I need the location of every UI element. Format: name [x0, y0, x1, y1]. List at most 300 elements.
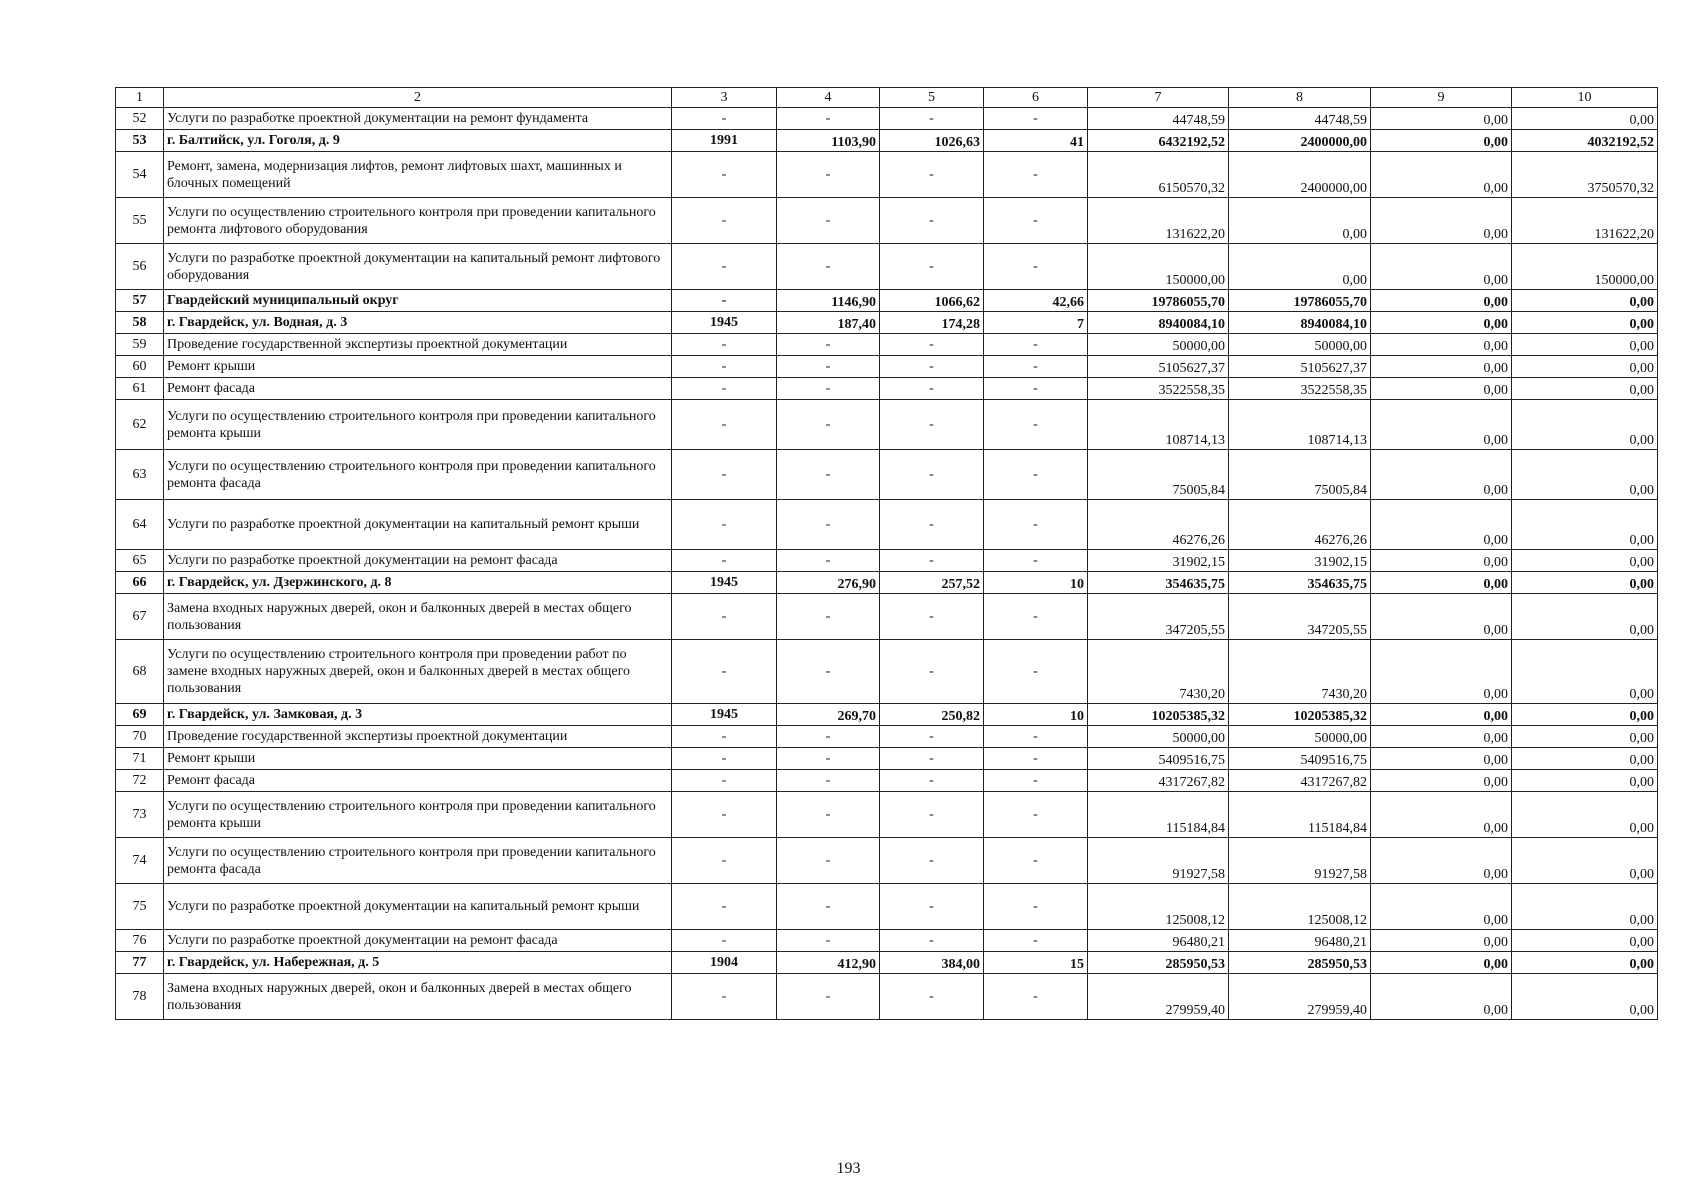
cell-col-4: -	[777, 884, 880, 930]
cell-col-8: 46276,26	[1229, 500, 1371, 550]
cell-col-10: 0,00	[1512, 378, 1658, 400]
cell-col-3: -	[672, 594, 777, 640]
table-row	[116, 974, 1658, 1020]
cell-col-7: 75005,84	[1088, 450, 1229, 500]
row-number: 60	[116, 356, 164, 378]
cell-col-5: -	[880, 884, 984, 930]
work-name: Услуги по осуществлению строительного контроля при проведении капитального ремонта фасада	[164, 838, 672, 884]
cell-col-9: 0,00	[1371, 312, 1512, 334]
cell-col-3: -	[672, 792, 777, 838]
cell-col-3: -	[672, 884, 777, 930]
work-name: Услуги по разработке проектной документации на капитальный ремонт лифтового оборудования	[164, 244, 672, 290]
cell-col-8: 115184,84	[1229, 792, 1371, 838]
cell-col-5: -	[880, 356, 984, 378]
cell-col-9: 0,00	[1371, 952, 1512, 974]
row-number: 66	[116, 572, 164, 594]
cell-col-8: 5105627,37	[1229, 356, 1371, 378]
table-row	[116, 792, 1658, 838]
table-row	[116, 198, 1658, 244]
work-name: Ремонт крыши	[164, 748, 672, 770]
cell-col-8: 0,00	[1229, 198, 1371, 244]
column-number-row	[116, 88, 1658, 108]
row-number: 58	[116, 312, 164, 334]
row-number: 70	[116, 726, 164, 748]
row-number: 67	[116, 594, 164, 640]
work-name: Услуги по осуществлению строительного контроля при проведении капитального ремонта лифтового оборудования	[164, 198, 672, 244]
cell-col-4: 412,90	[777, 952, 880, 974]
cell-col-9: 0,00	[1371, 792, 1512, 838]
row-number: 76	[116, 930, 164, 952]
cell-col-3: -	[672, 838, 777, 884]
cell-col-6: -	[984, 726, 1088, 748]
cell-col-5: -	[880, 640, 984, 704]
table-body	[116, 108, 1658, 1020]
cell-col-9: 0,00	[1371, 152, 1512, 198]
cell-col-3: -	[672, 356, 777, 378]
table-row	[116, 770, 1658, 792]
row-number: 61	[116, 378, 164, 400]
row-number: 68	[116, 640, 164, 704]
cell-col-7: 44748,59	[1088, 108, 1229, 130]
cell-col-4: -	[777, 244, 880, 290]
work-name: Замена входных наружных дверей, окон и балконных дверей в местах общего пользования	[164, 974, 672, 1020]
table-row	[116, 244, 1658, 290]
cell-col-6: 42,66	[984, 290, 1088, 312]
cell-col-6: -	[984, 450, 1088, 500]
table-row	[116, 356, 1658, 378]
work-name: Ремонт фасада	[164, 770, 672, 792]
row-number: 55	[116, 198, 164, 244]
cell-col-10: 0,00	[1512, 704, 1658, 726]
cell-col-10: 0,00	[1512, 792, 1658, 838]
table-row	[116, 312, 1658, 334]
cell-col-5: -	[880, 244, 984, 290]
cell-col-5: -	[880, 550, 984, 572]
work-name: г. Гвардейск, ул. Набережная, д. 5	[164, 952, 672, 974]
cell-col-5: 257,52	[880, 572, 984, 594]
cell-col-10: 0,00	[1512, 594, 1658, 640]
cell-col-5: -	[880, 726, 984, 748]
row-number: 56	[116, 244, 164, 290]
row-number: 53	[116, 130, 164, 152]
cell-col-6: 41	[984, 130, 1088, 152]
cell-col-9: 0,00	[1371, 378, 1512, 400]
cell-col-8: 31902,15	[1229, 550, 1371, 572]
table-row	[116, 290, 1658, 312]
cell-col-4: 269,70	[777, 704, 880, 726]
cell-col-7: 125008,12	[1088, 884, 1229, 930]
page-number: 193	[836, 1160, 861, 1177]
cell-col-3: -	[672, 770, 777, 792]
cell-col-3: 1904	[672, 952, 777, 974]
cell-col-4: -	[777, 378, 880, 400]
cell-col-3: -	[672, 500, 777, 550]
cell-col-10: 0,00	[1512, 356, 1658, 378]
cell-col-10: 0,00	[1512, 500, 1658, 550]
cell-col-6: 10	[984, 704, 1088, 726]
row-number: 69	[116, 704, 164, 726]
cell-col-7: 3522558,35	[1088, 378, 1229, 400]
cell-col-4: -	[777, 334, 880, 356]
table-row	[116, 334, 1658, 356]
cell-col-4: -	[777, 550, 880, 572]
cell-col-3: -	[672, 378, 777, 400]
row-number: 65	[116, 550, 164, 572]
work-name: г. Балтийск, ул. Гоголя, д. 9	[164, 130, 672, 152]
cell-col-5: -	[880, 500, 984, 550]
cell-col-7: 31902,15	[1088, 550, 1229, 572]
cell-col-6: -	[984, 770, 1088, 792]
cell-col-7: 7430,20	[1088, 640, 1229, 704]
cell-col-4: -	[777, 108, 880, 130]
cell-col-5: -	[880, 334, 984, 356]
cell-col-6: -	[984, 356, 1088, 378]
cell-col-6: -	[984, 792, 1088, 838]
cell-col-8: 279959,40	[1229, 974, 1371, 1020]
cell-col-3: -	[672, 930, 777, 952]
row-number: 71	[116, 748, 164, 770]
row-number: 77	[116, 952, 164, 974]
cell-col-10: 3750570,32	[1512, 152, 1658, 198]
cell-col-7: 150000,00	[1088, 244, 1229, 290]
cell-col-5: -	[880, 770, 984, 792]
cell-col-4: -	[777, 792, 880, 838]
cell-col-10: 0,00	[1512, 974, 1658, 1020]
table-row	[116, 594, 1658, 640]
cell-col-4: 1103,90	[777, 130, 880, 152]
table-row	[116, 838, 1658, 884]
row-number: 72	[116, 770, 164, 792]
cell-col-10: 0,00	[1512, 952, 1658, 974]
cell-col-9: 0,00	[1371, 334, 1512, 356]
column-header: 3	[672, 88, 777, 108]
work-name: Гвардейский муниципальный округ	[164, 290, 672, 312]
table-row	[116, 550, 1658, 572]
cell-col-4: -	[777, 640, 880, 704]
cell-col-4: 187,40	[777, 312, 880, 334]
column-header: 7	[1088, 88, 1229, 108]
cell-col-4: -	[777, 152, 880, 198]
work-name: Замена входных наружных дверей, окон и балконных дверей в местах общего пользования	[164, 594, 672, 640]
table-row	[116, 952, 1658, 974]
cell-col-6: -	[984, 198, 1088, 244]
cell-col-8: 347205,55	[1229, 594, 1371, 640]
cell-col-3: -	[672, 334, 777, 356]
cell-col-10: 0,00	[1512, 334, 1658, 356]
cell-col-7: 131622,20	[1088, 198, 1229, 244]
cell-col-8: 7430,20	[1229, 640, 1371, 704]
work-name: г. Гвардейск, ул. Дзержинского, д. 8	[164, 572, 672, 594]
cell-col-7: 285950,53	[1088, 952, 1229, 974]
column-header: 4	[777, 88, 880, 108]
table-row	[116, 108, 1658, 130]
cell-col-9: 0,00	[1371, 748, 1512, 770]
table-row	[116, 130, 1658, 152]
cell-col-4: -	[777, 450, 880, 500]
table-row	[116, 884, 1658, 930]
work-name: Ремонт фасада	[164, 378, 672, 400]
cell-col-4: 1146,90	[777, 290, 880, 312]
cell-col-9: 0,00	[1371, 500, 1512, 550]
table-row	[116, 152, 1658, 198]
work-name: г. Гвардейск, ул. Замковая, д. 3	[164, 704, 672, 726]
row-number: 59	[116, 334, 164, 356]
column-header: 9	[1371, 88, 1512, 108]
cell-col-6: -	[984, 500, 1088, 550]
cell-col-9: 0,00	[1371, 770, 1512, 792]
cell-col-10: 0,00	[1512, 312, 1658, 334]
cell-col-9: 0,00	[1371, 108, 1512, 130]
cell-col-6: -	[984, 378, 1088, 400]
table-row	[116, 640, 1658, 704]
work-name: Услуги по разработке проектной документации на ремонт фасада	[164, 930, 672, 952]
cell-col-5: -	[880, 450, 984, 500]
cell-col-4: -	[777, 748, 880, 770]
column-header: 10	[1512, 88, 1658, 108]
cell-col-5: -	[880, 152, 984, 198]
cell-col-9: 0,00	[1371, 726, 1512, 748]
cell-col-7: 279959,40	[1088, 974, 1229, 1020]
table-row	[116, 930, 1658, 952]
cell-col-8: 2400000,00	[1229, 152, 1371, 198]
cell-col-5: 174,28	[880, 312, 984, 334]
cell-col-3: -	[672, 450, 777, 500]
cell-col-9: 0,00	[1371, 290, 1512, 312]
cell-col-7: 5105627,37	[1088, 356, 1229, 378]
cell-col-10: 0,00	[1512, 748, 1658, 770]
cell-col-3: -	[672, 550, 777, 572]
row-number: 52	[116, 108, 164, 130]
work-name: Проведение государственной экспертизы проектной документации	[164, 334, 672, 356]
cell-col-7: 96480,21	[1088, 930, 1229, 952]
work-name: Услуги по разработке проектной документации на ремонт фасада	[164, 550, 672, 572]
cell-col-5: -	[880, 378, 984, 400]
cell-col-8: 10205385,32	[1229, 704, 1371, 726]
cell-col-6: -	[984, 930, 1088, 952]
cell-col-7: 6432192,52	[1088, 130, 1229, 152]
cell-col-6: -	[984, 748, 1088, 770]
cell-col-6: -	[984, 108, 1088, 130]
cell-col-10: 0,00	[1512, 884, 1658, 930]
cell-col-6: -	[984, 884, 1088, 930]
cell-col-10: 0,00	[1512, 400, 1658, 450]
cell-col-5: 384,00	[880, 952, 984, 974]
cell-col-10: 4032192,52	[1512, 130, 1658, 152]
cell-col-3: -	[672, 748, 777, 770]
cell-col-7: 19786055,70	[1088, 290, 1229, 312]
cell-col-3: -	[672, 108, 777, 130]
cell-col-8: 354635,75	[1229, 572, 1371, 594]
cell-col-8: 3522558,35	[1229, 378, 1371, 400]
work-name: Проведение государственной экспертизы проектной документации	[164, 726, 672, 748]
cell-col-4: -	[777, 726, 880, 748]
work-name: Услуги по осуществлению строительного контроля при проведении капитального ремонта крыши	[164, 400, 672, 450]
cell-col-5: -	[880, 974, 984, 1020]
cell-col-7: 50000,00	[1088, 334, 1229, 356]
cell-col-3: -	[672, 974, 777, 1020]
cell-col-10: 0,00	[1512, 838, 1658, 884]
cell-col-8: 44748,59	[1229, 108, 1371, 130]
cell-col-10: 0,00	[1512, 640, 1658, 704]
cell-col-7: 6150570,32	[1088, 152, 1229, 198]
cell-col-9: 0,00	[1371, 640, 1512, 704]
column-header: 8	[1229, 88, 1371, 108]
cell-col-7: 50000,00	[1088, 726, 1229, 748]
cell-col-8: 5409516,75	[1229, 748, 1371, 770]
cell-col-9: 0,00	[1371, 550, 1512, 572]
work-name: Услуги по осуществлению строительного контроля при проведении капитального ремонта крыши	[164, 792, 672, 838]
cell-col-9: 0,00	[1371, 450, 1512, 500]
row-number: 62	[116, 400, 164, 450]
work-name: Ремонт, замена, модернизация лифтов, ремонт лифтовых шахт, машинных и блочных помещений	[164, 152, 672, 198]
work-name: Услуги по разработке проектной документации на ремонт фундамента	[164, 108, 672, 130]
cell-col-10: 0,00	[1512, 108, 1658, 130]
cell-col-6: 10	[984, 572, 1088, 594]
cell-col-10: 150000,00	[1512, 244, 1658, 290]
cell-col-7: 8940084,10	[1088, 312, 1229, 334]
cell-col-9: 0,00	[1371, 704, 1512, 726]
row-number: 74	[116, 838, 164, 884]
row-number: 64	[116, 500, 164, 550]
cell-col-7: 347205,55	[1088, 594, 1229, 640]
row-number: 75	[116, 884, 164, 930]
cell-col-9: 0,00	[1371, 356, 1512, 378]
work-name: Услуги по осуществлению строительного контроля при проведении работ по замене входных наружных дверей, окон и балконных дверей в местах общего пользования	[164, 640, 672, 704]
cell-col-5: -	[880, 838, 984, 884]
cell-col-10: 0,00	[1512, 572, 1658, 594]
cell-col-6: -	[984, 334, 1088, 356]
cell-col-8: 0,00	[1229, 244, 1371, 290]
cell-col-3: -	[672, 198, 777, 244]
cell-col-6: -	[984, 838, 1088, 884]
cell-col-10: 0,00	[1512, 450, 1658, 500]
works-table	[115, 87, 1658, 1020]
cell-col-7: 115184,84	[1088, 792, 1229, 838]
cell-col-7: 5409516,75	[1088, 748, 1229, 770]
cell-col-5: -	[880, 792, 984, 838]
cell-col-9: 0,00	[1371, 198, 1512, 244]
cell-col-5: 250,82	[880, 704, 984, 726]
table-row	[116, 378, 1658, 400]
table-row	[116, 400, 1658, 450]
cell-col-8: 91927,58	[1229, 838, 1371, 884]
cell-col-8: 125008,12	[1229, 884, 1371, 930]
row-number: 73	[116, 792, 164, 838]
cell-col-7: 46276,26	[1088, 500, 1229, 550]
column-header: 5	[880, 88, 984, 108]
column-header: 2	[164, 88, 672, 108]
table-row	[116, 572, 1658, 594]
cell-col-4: -	[777, 770, 880, 792]
table-row	[116, 748, 1658, 770]
cell-col-9: 0,00	[1371, 838, 1512, 884]
row-number: 78	[116, 974, 164, 1020]
work-name: Ремонт крыши	[164, 356, 672, 378]
cell-col-8: 2400000,00	[1229, 130, 1371, 152]
cell-col-4: -	[777, 400, 880, 450]
cell-col-4: -	[777, 974, 880, 1020]
cell-col-9: 0,00	[1371, 572, 1512, 594]
cell-col-10: 131622,20	[1512, 198, 1658, 244]
cell-col-3: 1945	[672, 704, 777, 726]
cell-col-8: 108714,13	[1229, 400, 1371, 450]
cell-col-5: 1066,62	[880, 290, 984, 312]
cell-col-6: -	[984, 152, 1088, 198]
cell-col-10: 0,00	[1512, 770, 1658, 792]
cell-col-7: 108714,13	[1088, 400, 1229, 450]
cell-col-5: -	[880, 400, 984, 450]
column-header: 6	[984, 88, 1088, 108]
cell-col-9: 0,00	[1371, 974, 1512, 1020]
work-name: Услуги по разработке проектной документации на капитальный ремонт крыши	[164, 884, 672, 930]
cell-col-8: 8940084,10	[1229, 312, 1371, 334]
cell-col-7: 91927,58	[1088, 838, 1229, 884]
cell-col-3: 1991	[672, 130, 777, 152]
work-name: Услуги по осуществлению строительного контроля при проведении капитального ремонта фасада	[164, 450, 672, 500]
work-name: г. Гвардейск, ул. Водная, д. 3	[164, 312, 672, 334]
row-number: 63	[116, 450, 164, 500]
cell-col-6: 7	[984, 312, 1088, 334]
cell-col-6: -	[984, 400, 1088, 450]
cell-col-8: 96480,21	[1229, 930, 1371, 952]
cell-col-8: 4317267,82	[1229, 770, 1371, 792]
cell-col-3: -	[672, 400, 777, 450]
cell-col-3: 1945	[672, 572, 777, 594]
cell-col-6: -	[984, 640, 1088, 704]
cell-col-7: 354635,75	[1088, 572, 1229, 594]
cell-col-5: -	[880, 748, 984, 770]
row-number: 57	[116, 290, 164, 312]
cell-col-9: 0,00	[1371, 244, 1512, 290]
row-number: 54	[116, 152, 164, 198]
cell-col-9: 0,00	[1371, 400, 1512, 450]
cell-col-4: -	[777, 500, 880, 550]
cell-col-6: -	[984, 244, 1088, 290]
work-name: Услуги по разработке проектной документации на капитальный ремонт крыши	[164, 500, 672, 550]
cell-col-8: 50000,00	[1229, 726, 1371, 748]
cell-col-3: -	[672, 244, 777, 290]
table-row	[116, 726, 1658, 748]
table-row	[116, 500, 1658, 550]
cell-col-6: 15	[984, 952, 1088, 974]
cell-col-5: -	[880, 594, 984, 640]
cell-col-9: 0,00	[1371, 884, 1512, 930]
cell-col-3: -	[672, 640, 777, 704]
cell-col-5: 1026,63	[880, 130, 984, 152]
cell-col-3: -	[672, 152, 777, 198]
cell-col-9: 0,00	[1371, 930, 1512, 952]
cell-col-3: 1945	[672, 312, 777, 334]
cell-col-10: 0,00	[1512, 290, 1658, 312]
cell-col-8: 285950,53	[1229, 952, 1371, 974]
column-header: 1	[116, 88, 164, 108]
cell-col-8: 75005,84	[1229, 450, 1371, 500]
cell-col-10: 0,00	[1512, 930, 1658, 952]
cell-col-3: -	[672, 290, 777, 312]
cell-col-6: -	[984, 550, 1088, 572]
cell-col-3: -	[672, 726, 777, 748]
cell-col-9: 0,00	[1371, 130, 1512, 152]
cell-col-5: -	[880, 198, 984, 244]
cell-col-5: -	[880, 108, 984, 130]
cell-col-8: 19786055,70	[1229, 290, 1371, 312]
cell-col-4: -	[777, 930, 880, 952]
cell-col-4: -	[777, 838, 880, 884]
table-row	[116, 450, 1658, 500]
cell-col-6: -	[984, 974, 1088, 1020]
cell-col-4: -	[777, 356, 880, 378]
table-row	[116, 704, 1658, 726]
